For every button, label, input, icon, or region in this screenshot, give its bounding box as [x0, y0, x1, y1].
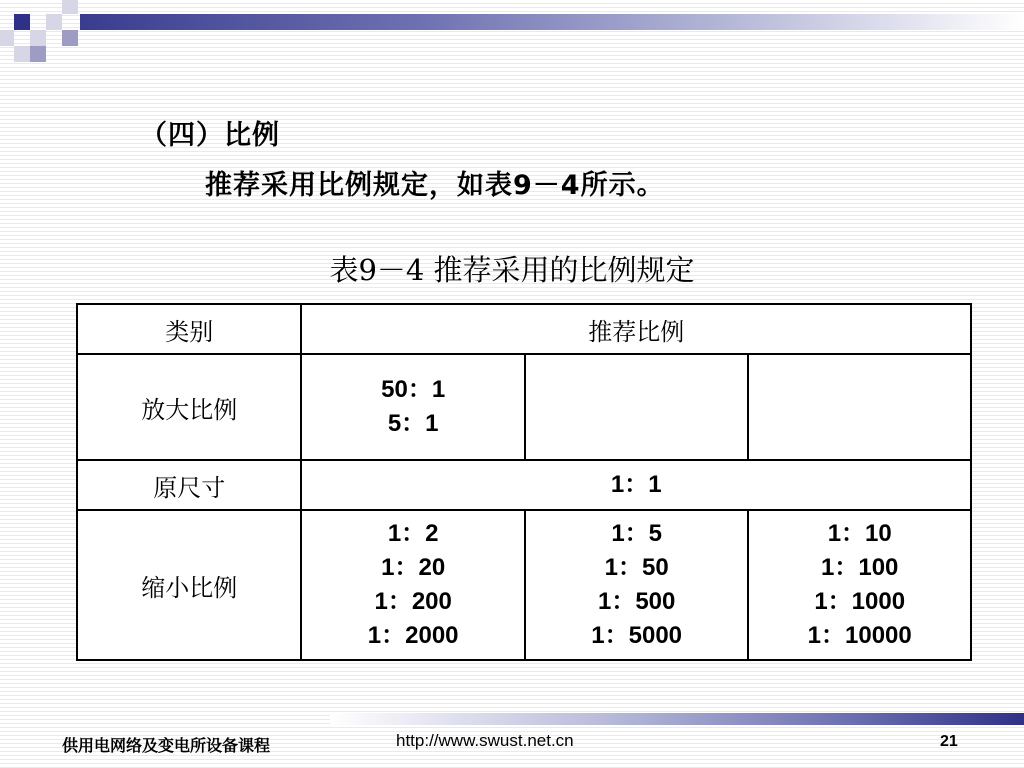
deco-square [0, 30, 14, 46]
page-number: 21 [940, 733, 958, 750]
cell-value: 5：1 [387, 410, 439, 437]
table-row [77, 354, 971, 460]
table-row [77, 510, 971, 660]
table-cell [301, 354, 525, 460]
header-recommended: 推荐比例 [301, 304, 971, 354]
table-cell-empty [525, 354, 749, 460]
cell-value: 1：10 [827, 520, 892, 547]
cell-value: 1：20 [381, 554, 446, 581]
cell-value: 1：100 [821, 554, 899, 581]
scale-table [76, 303, 972, 661]
deco-square [14, 14, 30, 30]
section-heading: （四）比例 [140, 120, 280, 151]
cell-value: 1：50 [604, 554, 669, 581]
cell-value: 1：10000 [807, 622, 912, 649]
row-category: 放大比例 [77, 354, 301, 460]
deco-square [46, 14, 62, 30]
deco-square [62, 30, 78, 46]
table-cell [301, 460, 971, 510]
footer-url[interactable]: http://www.swust.net.cn [396, 731, 574, 750]
cell-value: 1：500 [597, 588, 676, 615]
row-category: 原尺寸 [77, 460, 301, 510]
row-category: 缩小比例 [77, 510, 301, 660]
cell-value: 1：1 [610, 471, 662, 498]
cell-value: 1：1000 [814, 588, 906, 615]
table-cell [525, 510, 749, 660]
header-category: 类别 [77, 304, 301, 354]
footer-gradient-bar [330, 713, 1024, 725]
header-gradient-bar [80, 14, 1024, 30]
intro-text: 推荐采用比例规定，如表9－4所示。 [205, 170, 665, 201]
deco-square [62, 0, 78, 14]
table-header-row [77, 304, 971, 354]
table-caption: 表9－4 推荐采用的比例规定 [329, 253, 695, 287]
cell-value: 1：200 [374, 588, 452, 615]
cell-value: 1：5 [611, 520, 663, 547]
cell-value: 1：5000 [591, 622, 683, 649]
cell-value: 1：2 [387, 520, 439, 547]
table-cell [748, 510, 971, 660]
deco-square [30, 46, 46, 62]
deco-square [30, 30, 46, 46]
cell-value: 50：1 [381, 376, 446, 403]
table-cell-empty [748, 354, 971, 460]
cell-value: 1：2000 [367, 622, 459, 649]
footer-course-title: 供用电网络及变电所设备课程 [62, 736, 271, 755]
table-cell [301, 510, 525, 660]
table-row [77, 460, 971, 510]
deco-square [14, 46, 30, 62]
